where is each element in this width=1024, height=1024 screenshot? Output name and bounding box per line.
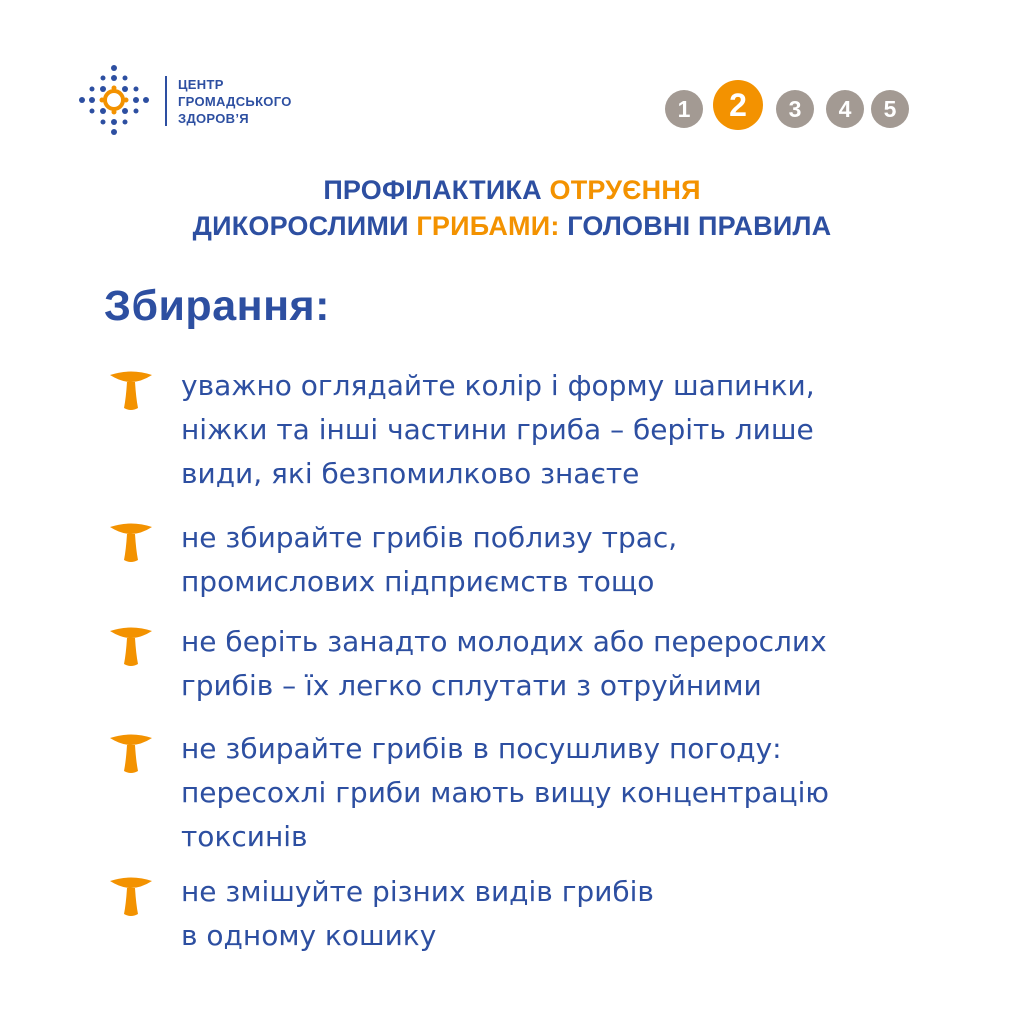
page-indicator-5[interactable]: 5 bbox=[871, 90, 909, 128]
logo-line: ГРОМАДСЬКОГО bbox=[178, 94, 292, 109]
headline-text: ДИКОРОСЛИМИ bbox=[192, 211, 417, 241]
mushroom-icon bbox=[108, 520, 154, 566]
page-indicator-3[interactable]: 3 bbox=[776, 90, 814, 128]
logo-line: ЦЕНТР bbox=[178, 77, 224, 92]
page-indicator-4[interactable]: 4 bbox=[826, 90, 864, 128]
logo-text bbox=[178, 76, 292, 127]
headline-accent: ОТРУЄННЯ bbox=[549, 175, 701, 205]
headline-text: ПРОФІЛАКТИКА bbox=[323, 175, 550, 205]
logo-divider bbox=[165, 76, 167, 126]
headline bbox=[0, 172, 1024, 244]
rule-text: не беріть занадто молодих або перерослих грибів – їх легко сплутати з отруйними bbox=[181, 625, 827, 702]
rule-text: уважно оглядайте колір і форму шапинки, ніжки та інші частини гриба – беріть лише види, які безпомилково знаєте bbox=[181, 369, 815, 490]
rule-text: не збирайте грибів поблизу трас, промислових підприємств тощо bbox=[181, 521, 678, 598]
headline-accent: ГРИБАМИ: bbox=[416, 211, 560, 241]
headline-line-2 bbox=[0, 208, 1024, 244]
page-indicator-1[interactable]: 1 bbox=[665, 90, 703, 128]
section-title: Збирання: bbox=[104, 282, 330, 330]
mushroom-icon bbox=[108, 874, 154, 920]
headline-text: ГОЛОВНІ ПРАВИЛА bbox=[559, 211, 832, 241]
mushroom-icon bbox=[108, 731, 154, 777]
logo-line: ЗДОРОВ’Я bbox=[178, 111, 249, 126]
mushroom-icon bbox=[108, 624, 154, 670]
rule-text: не збирайте грибів в посушливу погоду: пересохлі гриби мають вищу концентрацію токсинів bbox=[181, 732, 829, 853]
page-indicator-2-current[interactable]: 2 bbox=[713, 80, 763, 130]
mushroom-icon bbox=[108, 368, 154, 414]
pagination bbox=[663, 80, 913, 130]
dotted-cross-logo-icon bbox=[78, 64, 150, 136]
rule-text: не змішуйте різних видів грибів в одному кошику bbox=[181, 875, 654, 952]
headline-line-1 bbox=[0, 172, 1024, 208]
